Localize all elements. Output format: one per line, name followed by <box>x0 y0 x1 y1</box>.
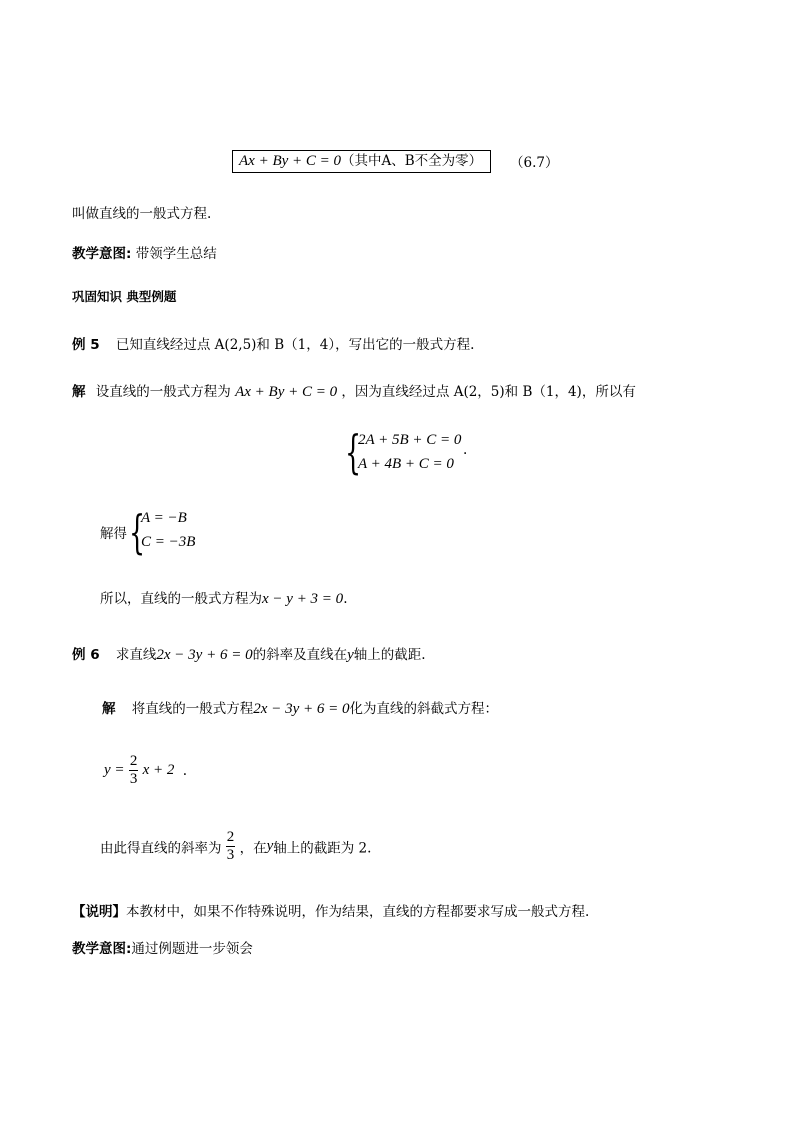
slope-fraction <box>226 829 236 864</box>
result-lhs: y = <box>104 762 125 778</box>
solution-5-label: 解 <box>72 384 86 400</box>
example-5-text: 已知直线经过点 A(2,5)和 B（1，4），写出它的一般式方程. <box>115 337 475 353</box>
slope-statement <box>100 829 371 864</box>
teaching-intent-2 <box>72 937 253 957</box>
conclusion-5-end: . <box>343 591 348 607</box>
result-end: . <box>182 762 187 779</box>
result-frac-den: 3 <box>129 771 138 787</box>
note-text: 本教材中，如果不作特殊说明，作为结果，直线的方程都要求写成一般式方程. <box>126 904 590 920</box>
system-eq-1: 2A + 5B + C = 0 <box>358 432 462 448</box>
solution-eq-1: A = −B <box>141 510 187 526</box>
system-period: . <box>463 442 468 458</box>
slope-frac-den: 3 <box>226 847 235 863</box>
solution-6-text2: 化为直线的斜截式方程： <box>349 701 498 717</box>
formula-expr: Ax + By + C = 0 <box>239 153 342 169</box>
slope-var: y <box>266 838 274 854</box>
example-6 <box>72 643 426 664</box>
solution-5-text1: 设直线的一般式方程为 <box>95 384 231 400</box>
example-6-var: y <box>347 647 354 663</box>
teaching-intent-1 <box>72 242 217 262</box>
solution-brace: { <box>129 505 146 559</box>
intent-text: 带领学生总结 <box>135 246 217 262</box>
conclusion-5 <box>100 587 347 608</box>
intent2-text: 通过例题进一步领会 <box>131 941 253 957</box>
example-6-text2: 的斜率及直线在 <box>252 647 348 663</box>
conclusion-5-eq: x − y + 3 = 0 <box>262 591 344 607</box>
intent2-label: 教学意图: <box>72 941 132 957</box>
solution-eq-2: C = −3B <box>141 534 196 550</box>
result-frac-num: 2 <box>129 753 138 769</box>
example-6-label: 例 6 <box>72 647 100 663</box>
solution-6-eq: 2x − 3y + 6 = 0 <box>253 701 350 717</box>
solve-label: 解得 <box>100 526 127 542</box>
result-rhs: x + 2 <box>142 762 175 778</box>
system-eq-2: A + 4B + C = 0 <box>358 456 454 472</box>
example-5 <box>72 333 474 353</box>
example-6-text1: 求直线 <box>115 647 157 663</box>
solution-6-label: 解 <box>102 701 116 717</box>
conclusion-5-text: 所以，直线的一般式方程为 <box>100 591 262 607</box>
example-6-text3: 轴上的截距. <box>353 647 426 663</box>
solution-5-eq: Ax + By + C = 0 <box>235 384 338 400</box>
solution-5-line <box>72 380 636 401</box>
note <box>72 900 589 920</box>
slope-text1: 由此得直线的斜率为 <box>100 840 222 857</box>
slope-text3: 轴上的截距为 2. <box>273 840 372 857</box>
formula-number: （6.7） <box>510 155 559 171</box>
intent-label: 教学意图: <box>72 246 132 262</box>
system-brace: { <box>345 425 362 479</box>
solution-6-line <box>102 697 498 718</box>
solution-6-text1: 将直线的一般式方程 <box>131 701 254 717</box>
formula-note: （其中A、B不全为零） <box>341 153 483 169</box>
slope-text2: ，在 <box>239 840 267 857</box>
example-6-eq: 2x − 3y + 6 = 0 <box>156 647 253 663</box>
definition-text: 叫做直线的一般式方程. <box>72 206 212 222</box>
slope-intercept-eq <box>104 753 187 788</box>
section-heading: 巩固知识 典型例题 <box>72 289 177 304</box>
boxed-formula <box>232 149 491 170</box>
example-5-label: 例 5 <box>72 337 100 353</box>
note-label: 【说明】 <box>72 904 126 920</box>
solution-5-text2: ，因为直线经过点 A(2，5)和 B（1，4)，所以有 <box>341 384 636 400</box>
slope-frac-num: 2 <box>226 829 235 845</box>
formula-box <box>232 150 491 173</box>
result-fraction <box>129 753 139 788</box>
